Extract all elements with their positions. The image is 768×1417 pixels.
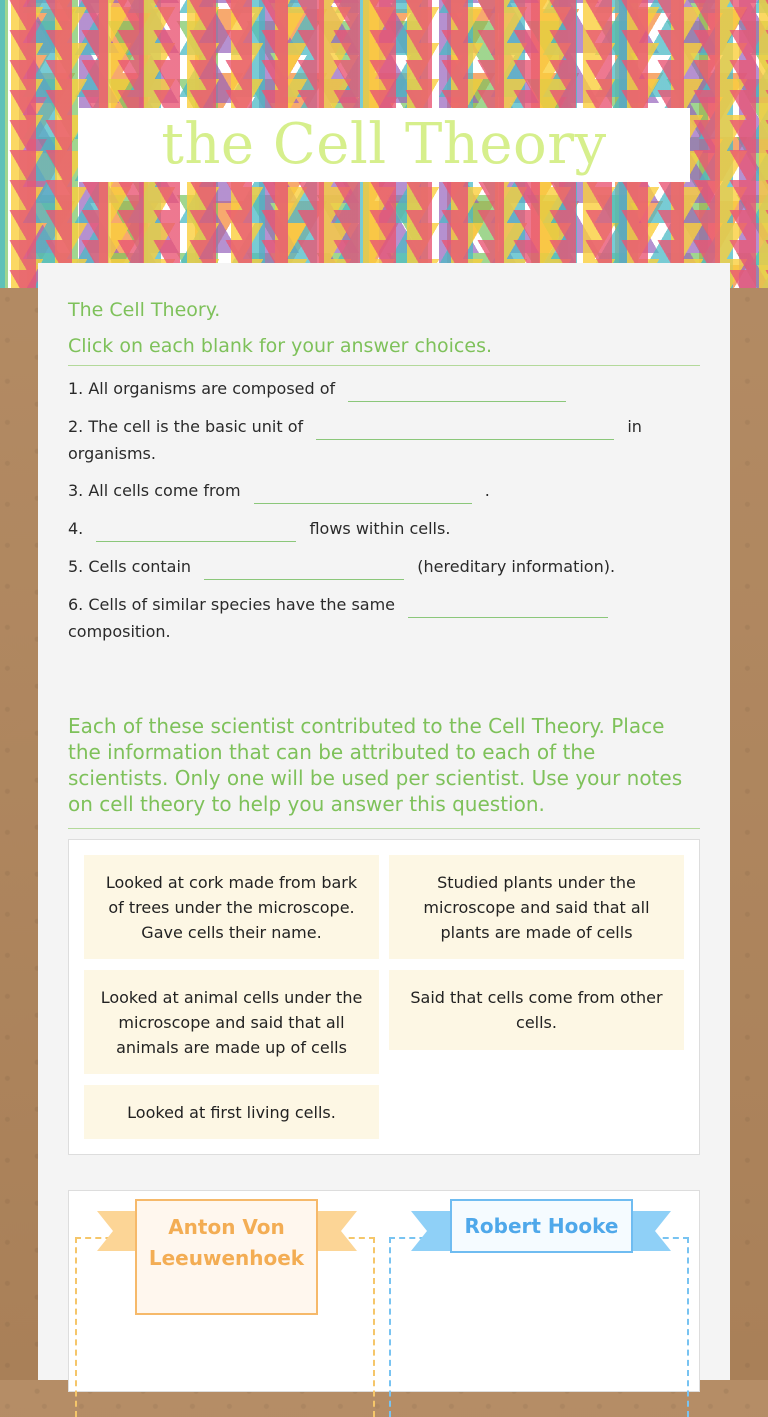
question-4 (68, 515, 708, 542)
question-text-wrap: organisms. (68, 444, 156, 463)
question-text: 2. The cell is the basic unit of (68, 417, 304, 436)
answer-blank-3[interactable] (254, 483, 472, 504)
question-6 (68, 591, 708, 645)
question-text: 5. Cells contain (68, 557, 192, 576)
instructions-2: Each of these scientist contributed to the Cell Theory. Place the information that can be attributed to each of the scientists. Only one will be used per scientist. Use your notes on cell theory to help you answer this question. (68, 714, 683, 816)
question-text-wrap: composition. (68, 622, 171, 641)
page-title: the Cell Theory (161, 112, 607, 177)
question-1 (68, 375, 708, 402)
draggable-choice-5[interactable]: Looked at first living cells. (84, 1085, 379, 1139)
drop-zone-hooke[interactable] (389, 1237, 689, 1417)
question-text: 4. (68, 519, 84, 538)
instructions-line-1: The Cell Theory. (68, 299, 221, 321)
answer-bank (68, 839, 700, 1155)
question-text-after: . (484, 481, 490, 500)
category-label-hooke: Robert Hooke (450, 1199, 633, 1253)
answer-blank-1[interactable] (348, 381, 566, 402)
question-text: 1. All organisms are composed of (68, 379, 336, 398)
answer-blank-4[interactable] (96, 521, 296, 542)
divider (68, 828, 700, 829)
draggable-choice-3[interactable]: Looked at animal cells under the microscope and said that all animals are made up of cells (84, 970, 379, 1074)
question-5 (68, 553, 708, 580)
question-text-after: in (627, 417, 642, 436)
title-banner (78, 108, 690, 182)
question-text: 6. Cells of similar species have the same (68, 595, 396, 614)
instructions-line-2: Click on each blank for your answer choices. (68, 335, 493, 357)
worksheet (38, 263, 730, 1380)
drop-panel (68, 1190, 700, 1392)
question-text-after: (hereditary information). (417, 557, 616, 576)
draggable-choice-1[interactable]: Looked at cork made from bark of trees under the microscope. Gave cells their name. (84, 855, 379, 959)
answer-blank-2[interactable] (316, 419, 614, 440)
question-text-after: flows within cells. (309, 519, 451, 538)
draggable-choice-4[interactable]: Said that cells come from other cells. (389, 970, 684, 1050)
question-text: 3. All cells come from (68, 481, 241, 500)
divider (68, 365, 700, 366)
answer-blank-5[interactable] (204, 559, 404, 580)
answer-blank-6[interactable] (408, 597, 608, 618)
category-label-leeuwenhoek: Anton Von Leeuwenhoek (135, 1199, 318, 1315)
instructions-1 (68, 292, 700, 364)
question-3 (68, 477, 708, 504)
draggable-choice-2[interactable]: Studied plants under the microscope and said that all plants are made of cells (389, 855, 684, 959)
question-2 (68, 413, 708, 467)
